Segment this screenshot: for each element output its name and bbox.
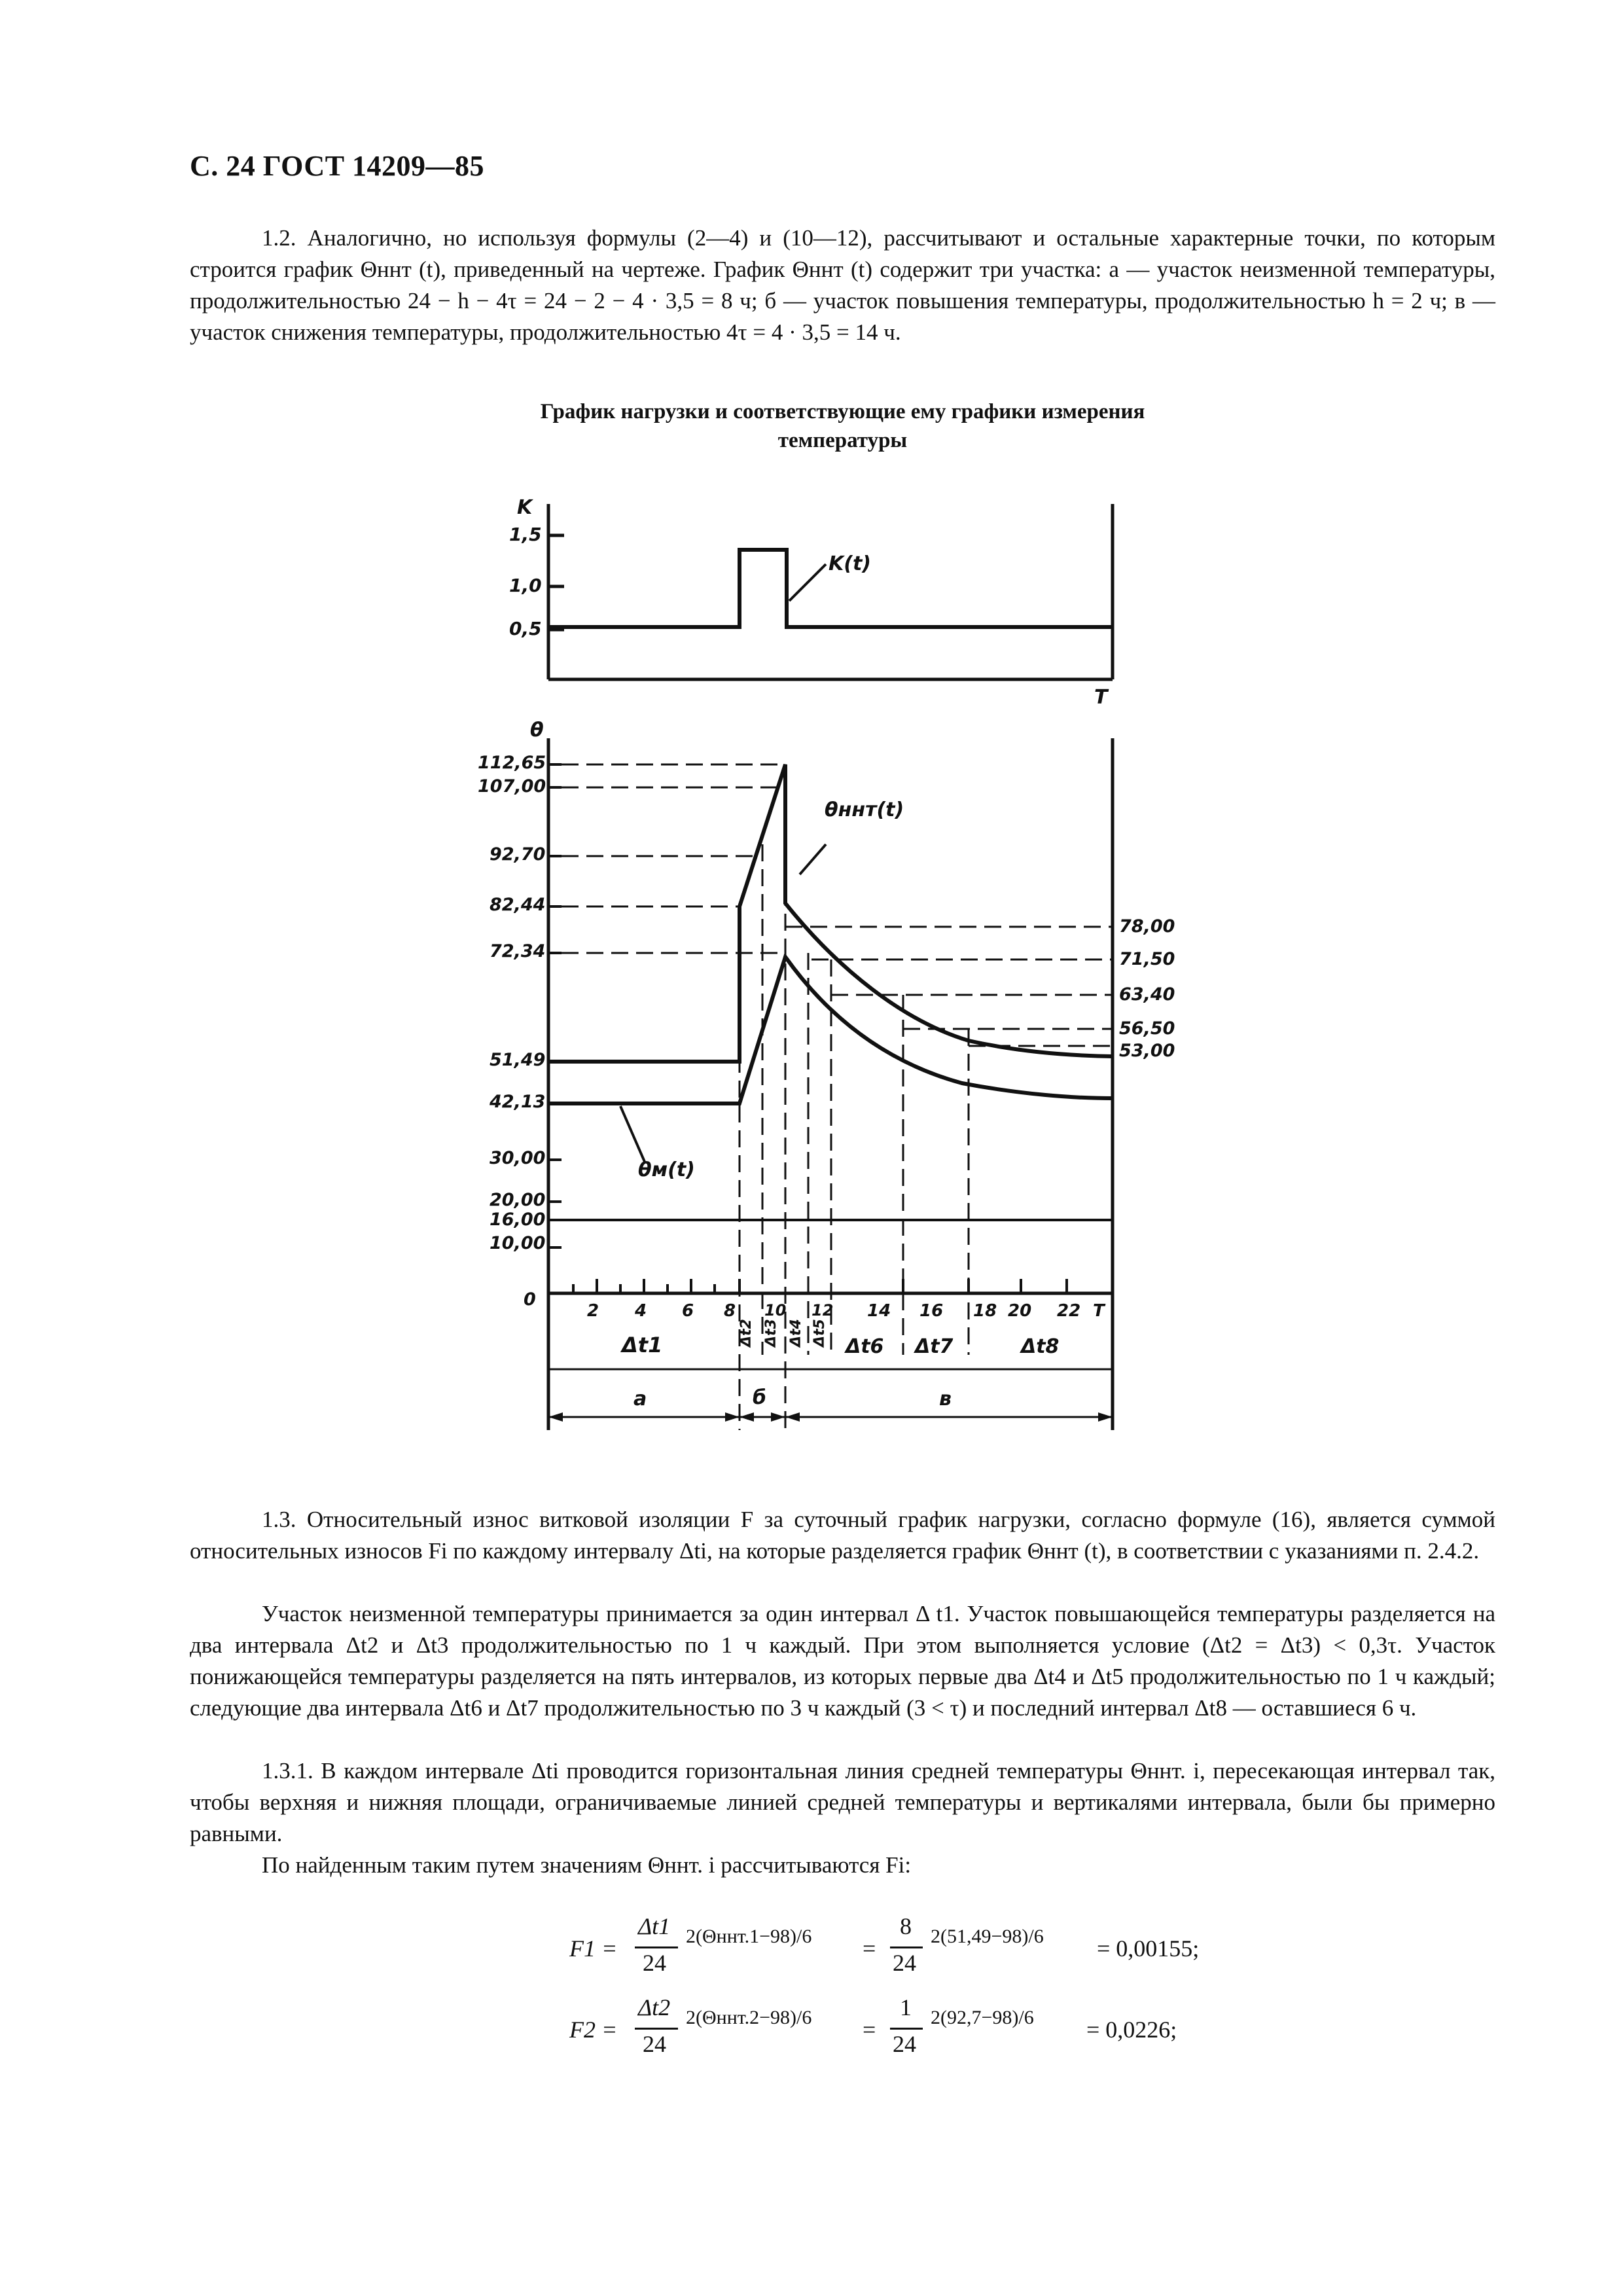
segment-b: б [753, 1386, 766, 1409]
segment-a: а [633, 1388, 647, 1410]
interval-dt3: Δt3 [763, 1319, 779, 1347]
k-tick-label-1-0: 1,0 [509, 575, 542, 596]
x-tick-4: 4 [635, 1301, 647, 1321]
k-axis-label: K [517, 496, 533, 519]
f2-fraction-bar [635, 2028, 678, 2030]
x-tick-16: 16 [919, 1301, 944, 1321]
tick-10-00: 10,00 [490, 1233, 546, 1253]
segment-v: в [939, 1388, 952, 1410]
theta-left-ticks [548, 764, 562, 1247]
f2-equals-1: = [863, 2017, 876, 2043]
interval-dt1: Δt1 [622, 1333, 663, 1357]
tick-56-50: 56,50 [1119, 1018, 1175, 1039]
page-header: С. 24 ГОСТ 14209—85 [190, 150, 485, 182]
tick-51-49: 51,49 [490, 1050, 546, 1070]
k-curve-leader [789, 564, 826, 601]
tick-92-70: 92,70 [490, 844, 546, 865]
paragraph-found-values: По найденным таким путем значениям Θннт. i рассчитываются Fi: [262, 1852, 912, 1878]
tick-53-00: 53,00 [1119, 1041, 1175, 1061]
tick-78-00: 78,00 [1119, 916, 1175, 937]
interval-dt5: Δt5 [812, 1319, 828, 1347]
tick-20-00: 20,00 [490, 1190, 546, 1210]
time-axis-ticks [573, 1279, 1067, 1293]
k-curve-label: K(t) [829, 552, 872, 575]
f1-result: = 0,00155; [1097, 1935, 1200, 1962]
tick-112-65: 112,65 [478, 753, 546, 773]
f1-exponent: 2(Θннт.1−98)/6 [686, 1926, 812, 1947]
x-tick-22: 22 [1057, 1301, 1081, 1321]
theta-m-leader [620, 1106, 645, 1162]
f1-mid-numerator: 8 [900, 1913, 912, 1939]
x-tick-18: 18 [973, 1301, 997, 1321]
x-tick-10: 10 [764, 1301, 787, 1319]
interval-dt6: Δt6 [846, 1335, 884, 1358]
tick-16-00: 16,00 [490, 1210, 546, 1230]
tick-0: 0 [524, 1289, 536, 1310]
x-tick-8: 8 [724, 1301, 736, 1321]
theta-nnt-leader [800, 844, 826, 874]
tick-82-44: 82,44 [490, 895, 546, 915]
f2-mid-exponent: 2(92,7−98)/6 [931, 2007, 1034, 2028]
tick-30-00: 30,00 [490, 1148, 546, 1168]
theta-m-curve [548, 957, 1113, 1103]
x-tick-12: 12 [812, 1301, 834, 1319]
x-tick-14: 14 [867, 1301, 891, 1321]
tick-72-34: 72,34 [490, 941, 546, 961]
formula-f2 [569, 1991, 1355, 2070]
k-tick-label-0-5: 0,5 [509, 618, 542, 639]
f1-numerator: Δt1 [638, 1913, 671, 1939]
f1-denominator: 24 [643, 1950, 666, 1976]
f1-mid-exponent: 2(51,49−98)/6 [931, 1926, 1044, 1947]
f1-mid-bar [890, 1946, 923, 1948]
formula-f1 [569, 1910, 1355, 1988]
figure-title-line-1: График нагрузки и соответствующие ему графики измерения [540, 400, 1145, 423]
t-label-top: T [1094, 686, 1108, 709]
k-tick-label-1-5: 1,5 [509, 524, 542, 545]
interval-dt4: Δt4 [788, 1319, 804, 1347]
figure-title-line-2: температуры [777, 429, 908, 452]
tick-63-40: 63,40 [1119, 984, 1175, 1005]
tick-42-13: 42,13 [490, 1092, 546, 1112]
tick-71-50: 71,50 [1119, 949, 1175, 969]
x-tick-6: 6 [682, 1301, 694, 1321]
paragraph-1-3-1: 1.3.1. В каждом интервале Δti проводится горизонтальная линия средней температуры Θннт. i, пересекающая интервал так, чтобы верхняя и нижняя площади, ограничиваемые линией средней температуры и вертикалями интервала, были бы примерно равными. [190, 1758, 1495, 1846]
dashed-guides [562, 764, 1113, 1430]
x-tick-20: 20 [1008, 1301, 1032, 1321]
paragraph-1-3: 1.3. Относительный износ витковой изоляции F за суточный график нагрузки, согласно формуле (16), является суммой относительных износов Fi по каждому интервалу Δti, на которые разделяется график Θннт (t), в соответствии с указаниями п. 2.4.2. [190, 1507, 1495, 1564]
interval-dt2: Δt2 [738, 1319, 755, 1347]
tick-107-00: 107,00 [478, 776, 546, 797]
x-tick-t: T [1093, 1301, 1105, 1321]
f2-denominator: 24 [643, 2031, 666, 2057]
f2-mid-bar [890, 2028, 923, 2030]
f2-mid-numerator: 1 [900, 1994, 912, 2020]
theta-nnt-label: θннт(t) [825, 798, 904, 821]
f1-mid-denominator: 24 [893, 1950, 916, 1976]
interval-dt7: Δt7 [915, 1335, 954, 1358]
f2-mid-denominator: 24 [893, 2031, 916, 2057]
paragraph-1-2: 1.2. Аналогично, но используя формулы (2—4) и (10—12), рассчитывают и остальные характерные точки, по которым строится график Θннт (t), приведенный на чертеже. График Θннт (t) содержит три участка: а — участок неизменной температуры, продолжительностью 24 − h − 4τ = 24 − 2 − 4 · 3,5 = 8 ч; б — участок повышения температуры, продолжительностью h = 2 ч; в — участок снижения температуры, продолжительностью 4τ = 4 · 3,5 = 14 ч. [190, 225, 1495, 345]
f1-lhs: F1 = [569, 1935, 618, 1962]
interval-dt8: Δt8 [1021, 1335, 1060, 1358]
theta-axis-label: θ [530, 719, 544, 742]
f2-numerator: Δt2 [638, 1994, 671, 2020]
f2-result: = 0,0226; [1086, 2017, 1177, 2043]
paragraph-1-3-intervals: Участок неизменной температуры принимается за один интервал Δ t1. Участок повышающейся температуры разделяется на два интервала Δt2 и Δt3 продолжительностью по 1 ч каждый. При этом выполняется условие (Δt2 = Δt3) < 0,3τ. Участок понижающейся температуры разделяется на пять интервалов, из которых первые два Δt4 и Δt5 продолжительностью по 1 ч каждый; следующие два интервала Δt6 и Δt7 продолжительностью по 3 ч каждый (3 < τ) и последний интервал Δt8 — оставшиеся 6 ч. [190, 1601, 1495, 1721]
f1-equals-1: = [863, 1935, 876, 1962]
f1-fraction-bar [635, 1946, 678, 1948]
f2-exponent: 2(Θннт.2−98)/6 [686, 2007, 812, 2028]
x-tick-2: 2 [587, 1301, 599, 1321]
theta-m-label: θм(t) [638, 1158, 695, 1181]
f2-lhs: F2 = [569, 2017, 618, 2043]
